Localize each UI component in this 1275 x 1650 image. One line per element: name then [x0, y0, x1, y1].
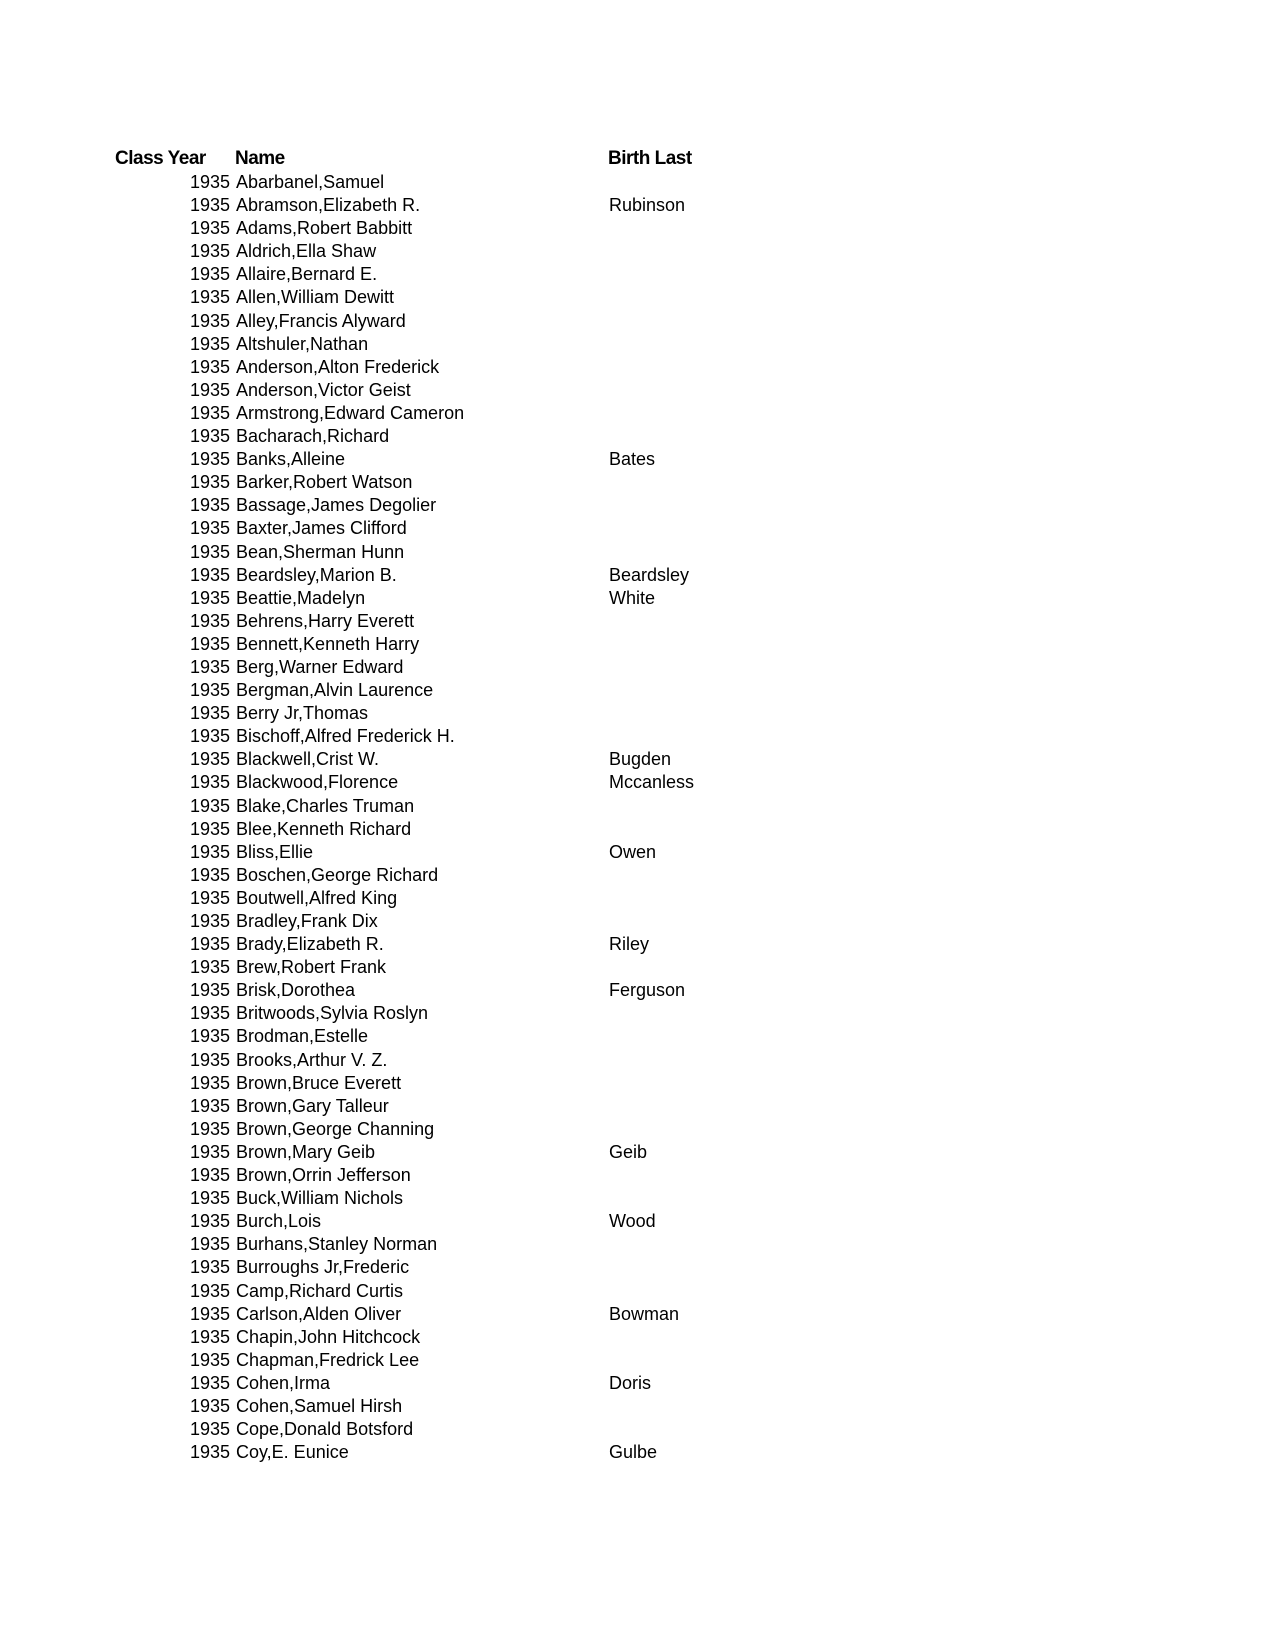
class-year-cell: 1935 — [189, 518, 230, 539]
table-row — [0, 633, 1275, 656]
table-row — [0, 864, 1275, 887]
table-row — [0, 1210, 1275, 1233]
name-cell: Beattie,Madelyn — [236, 587, 366, 608]
name-cell: Bischoff,Alfred Frederick H. — [236, 726, 455, 747]
table-row — [0, 610, 1275, 633]
name-cell: Bennett,Kenneth Harry — [236, 633, 420, 654]
name-cell: Abarbanel,Samuel — [236, 172, 385, 192]
name-cell: Britwoods,Sylvia Roslyn — [236, 1003, 429, 1024]
class-year-cell: 1935 — [189, 333, 230, 354]
class-year-cell: 1935 — [189, 587, 230, 608]
name-cell: Aldrich,Ella Shaw — [236, 241, 377, 262]
table-row — [0, 517, 1275, 540]
table-row — [0, 933, 1275, 956]
birth-last-cell: Owen — [609, 841, 657, 862]
class-year-cell: 1935 — [189, 1072, 230, 1093]
table-row — [0, 587, 1275, 610]
class-year-cell: 1935 — [189, 1280, 230, 1301]
name-cell: Blackwell,Crist W. — [236, 749, 380, 770]
name-cell: Brady,Elizabeth R. — [236, 934, 384, 955]
name-cell: Burch,Lois — [236, 1211, 322, 1232]
name-cell: Bean,Sherman Hunn — [236, 541, 405, 562]
table-row — [0, 1349, 1275, 1372]
name-cell: Altshuler,Nathan — [236, 333, 369, 354]
table-row — [0, 795, 1275, 818]
table-row — [0, 748, 1275, 771]
class-year-cell: 1935 — [189, 449, 230, 470]
table-row — [0, 1072, 1275, 1095]
table-row — [0, 656, 1275, 679]
name-cell: Barker,Robert Watson — [236, 472, 413, 493]
table-row — [0, 1233, 1275, 1256]
table-row — [0, 679, 1275, 702]
name-cell: Adams,Robert Babbitt — [236, 218, 413, 239]
table-row — [0, 1372, 1275, 1395]
name-cell: Berry Jr,Thomas — [236, 703, 369, 724]
name-cell: Burhans,Stanley Norman — [236, 1234, 438, 1255]
class-year-cell: 1935 — [189, 195, 230, 216]
name-cell: Armstrong,Edward Cameron — [236, 402, 465, 423]
table-row — [0, 425, 1275, 448]
table-row — [0, 1002, 1275, 1025]
table-row — [0, 448, 1275, 471]
name-cell: Burroughs Jr,Frederic — [236, 1257, 410, 1278]
table-row — [0, 194, 1275, 217]
class-year-cell: 1935 — [189, 1003, 230, 1024]
birth-last-cell: Gulbe — [609, 1442, 658, 1463]
class-year-cell: 1935 — [189, 680, 230, 701]
class-year-cell: 1935 — [189, 172, 230, 192]
table-row — [0, 379, 1275, 402]
class-year-cell: 1935 — [189, 887, 230, 908]
name-cell: Banks,Alleine — [236, 449, 346, 470]
class-year-cell: 1935 — [189, 1257, 230, 1278]
class-year-cell: 1935 — [189, 818, 230, 839]
table-row — [0, 1095, 1275, 1118]
class-year-cell: 1935 — [189, 1211, 230, 1232]
class-year-cell: 1935 — [189, 795, 230, 816]
class-year-cell: 1935 — [189, 1118, 230, 1139]
name-cell: Cohen,Samuel Hirsh — [236, 1395, 403, 1416]
name-cell: Brodman,Estelle — [236, 1026, 369, 1047]
name-cell: Blee,Kenneth Richard — [236, 818, 412, 839]
header-class-year: Class Year — [115, 148, 206, 169]
table-row — [0, 771, 1275, 794]
name-cell: Bliss,Ellie — [236, 841, 314, 862]
class-year-cell: 1935 — [189, 703, 230, 724]
class-year-cell: 1935 — [189, 356, 230, 377]
class-year-cell: 1935 — [189, 911, 230, 931]
class-year-cell: 1935 — [189, 1349, 230, 1370]
class-year-cell: 1935 — [189, 1326, 230, 1347]
table-row — [0, 818, 1275, 841]
class-year-cell: 1935 — [189, 264, 230, 285]
name-cell: Baxter,James Clifford — [236, 518, 407, 539]
class-year-cell: 1935 — [189, 934, 230, 955]
name-cell: Blake,Charles Truman — [236, 795, 415, 816]
birth-last-cell: Bugden — [609, 749, 672, 770]
table-row — [0, 240, 1275, 263]
class-year-cell: 1935 — [189, 1442, 230, 1463]
header-name: Name — [235, 148, 285, 169]
class-year-cell: 1935 — [189, 310, 230, 331]
name-cell: Coy,E. Eunice — [236, 1442, 349, 1463]
class-year-cell: 1935 — [189, 564, 230, 585]
table-row — [0, 1256, 1275, 1279]
class-year-cell: 1935 — [189, 633, 230, 654]
birth-last-cell: White — [609, 587, 656, 608]
name-cell: Brown,Orrin Jefferson — [236, 1165, 411, 1186]
header-birth-last: Birth Last — [608, 148, 692, 169]
name-cell: Boutwell,Alfred King — [236, 887, 398, 908]
name-cell: Boschen,George Richard — [236, 864, 439, 885]
name-cell: Brown,Mary Geib — [236, 1141, 376, 1162]
table-row — [0, 1118, 1275, 1141]
table-row — [0, 1049, 1275, 1072]
name-cell: Bergman,Alvin Laurence — [236, 680, 434, 701]
name-cell: Anderson,Alton Frederick — [236, 356, 440, 377]
birth-last-cell: Rubinson — [609, 195, 686, 216]
name-cell: Chapman,Fredrick Lee — [236, 1349, 420, 1370]
class-year-cell: 1935 — [189, 656, 230, 677]
table-row — [0, 217, 1275, 240]
birth-last-cell: Doris — [609, 1372, 652, 1393]
name-cell: Brew,Robert Frank — [236, 957, 387, 978]
class-year-cell: 1935 — [189, 1141, 230, 1162]
table-row — [0, 725, 1275, 748]
table-row — [0, 333, 1275, 356]
name-cell: Cohen,Irma — [236, 1372, 331, 1393]
class-year-cell: 1935 — [189, 379, 230, 400]
class-year-cell: 1935 — [189, 241, 230, 262]
class-year-cell: 1935 — [189, 749, 230, 770]
name-cell: Brisk,Dorothea — [236, 980, 356, 1001]
birth-last-cell: Riley — [609, 934, 650, 955]
name-cell: Camp,Richard Curtis — [236, 1280, 404, 1301]
name-cell: Carlson,Alden Oliver — [236, 1303, 402, 1324]
class-year-cell: 1935 — [189, 1026, 230, 1047]
class-year-cell: 1935 — [189, 1419, 230, 1440]
name-cell: Allen,William Dewitt — [236, 287, 395, 308]
class-year-cell: 1935 — [189, 772, 230, 793]
name-cell: Beardsley,Marion B. — [236, 564, 397, 585]
name-cell: Anderson,Victor Geist — [236, 379, 411, 400]
name-cell: Bassage,James Degolier — [236, 495, 437, 516]
table-row — [0, 541, 1275, 564]
birth-last-cell: Beardsley — [609, 564, 690, 585]
table-row — [0, 841, 1275, 864]
class-year-cell: 1935 — [189, 726, 230, 747]
name-cell: Brooks,Arthur V. Z. — [236, 1049, 388, 1070]
class-year-cell: 1935 — [189, 980, 230, 1001]
table-row — [0, 402, 1275, 425]
name-cell: Bradley,Frank Dix — [236, 911, 378, 931]
table-row — [0, 356, 1275, 379]
class-year-cell: 1935 — [189, 1395, 230, 1416]
table-row — [0, 1418, 1275, 1441]
name-cell: Blackwood,Florence — [236, 772, 399, 793]
table-row — [0, 471, 1275, 494]
name-cell: Behrens,Harry Everett — [236, 610, 415, 631]
class-year-cell: 1935 — [189, 1188, 230, 1209]
birth-last-cell: Geib — [609, 1141, 648, 1162]
table-row — [0, 1303, 1275, 1326]
class-year-cell: 1935 — [189, 402, 230, 423]
table-row — [0, 1326, 1275, 1349]
birth-last-cell: Ferguson — [609, 980, 686, 1001]
class-year-cell: 1935 — [189, 1095, 230, 1116]
table-row — [0, 1280, 1275, 1303]
name-cell: Brown,George Channing — [236, 1118, 435, 1139]
class-year-cell: 1935 — [189, 541, 230, 562]
name-cell: Chapin,John Hitchcock — [236, 1326, 421, 1347]
name-cell: Brown,Gary Talleur — [236, 1095, 389, 1116]
table-row — [0, 887, 1275, 910]
table-row — [0, 286, 1275, 309]
class-year-cell: 1935 — [189, 1303, 230, 1324]
class-year-cell: 1935 — [189, 1372, 230, 1393]
table-row — [0, 171, 1275, 194]
table-row — [0, 979, 1275, 1002]
table-row — [0, 1164, 1275, 1187]
table-row — [0, 1187, 1275, 1210]
class-year-cell: 1935 — [189, 864, 230, 885]
name-cell: Berg,Warner Edward — [236, 656, 404, 677]
class-year-cell: 1935 — [189, 1049, 230, 1070]
class-year-cell: 1935 — [189, 495, 230, 516]
birth-last-cell: Wood — [609, 1211, 656, 1232]
class-year-cell: 1935 — [189, 287, 230, 308]
class-year-cell: 1935 — [189, 1165, 230, 1186]
table-row — [0, 310, 1275, 333]
table-row — [0, 263, 1275, 286]
name-cell: Cope,Donald Botsford — [236, 1419, 414, 1440]
birth-last-cell: Bates — [609, 449, 656, 470]
table-row — [0, 1395, 1275, 1418]
alumni-list — [0, 171, 1275, 1464]
birth-last-cell: Mccanless — [609, 772, 695, 793]
table-row — [0, 956, 1275, 979]
class-year-cell: 1935 — [189, 841, 230, 862]
class-year-cell: 1935 — [189, 426, 230, 447]
name-cell: Brown,Bruce Everett — [236, 1072, 402, 1093]
birth-last-cell: Bowman — [609, 1303, 680, 1324]
name-cell: Bacharach,Richard — [236, 426, 390, 447]
class-year-cell: 1935 — [189, 1234, 230, 1255]
class-year-cell: 1935 — [189, 957, 230, 978]
table-row — [0, 1141, 1275, 1164]
name-cell: Allaire,Bernard E. — [236, 264, 378, 285]
name-cell: Abramson,Elizabeth R. — [236, 195, 421, 216]
class-year-cell: 1935 — [189, 610, 230, 631]
table-row — [0, 564, 1275, 587]
table-row — [0, 494, 1275, 517]
name-cell: Buck,William Nichols — [236, 1188, 404, 1209]
class-year-cell: 1935 — [189, 218, 230, 239]
table-row — [0, 910, 1275, 933]
table-row — [0, 1441, 1275, 1464]
table-header — [0, 148, 1275, 172]
table-row — [0, 1025, 1275, 1048]
table-row — [0, 702, 1275, 725]
class-year-cell: 1935 — [189, 472, 230, 493]
name-cell: Alley,Francis Alyward — [236, 310, 406, 331]
